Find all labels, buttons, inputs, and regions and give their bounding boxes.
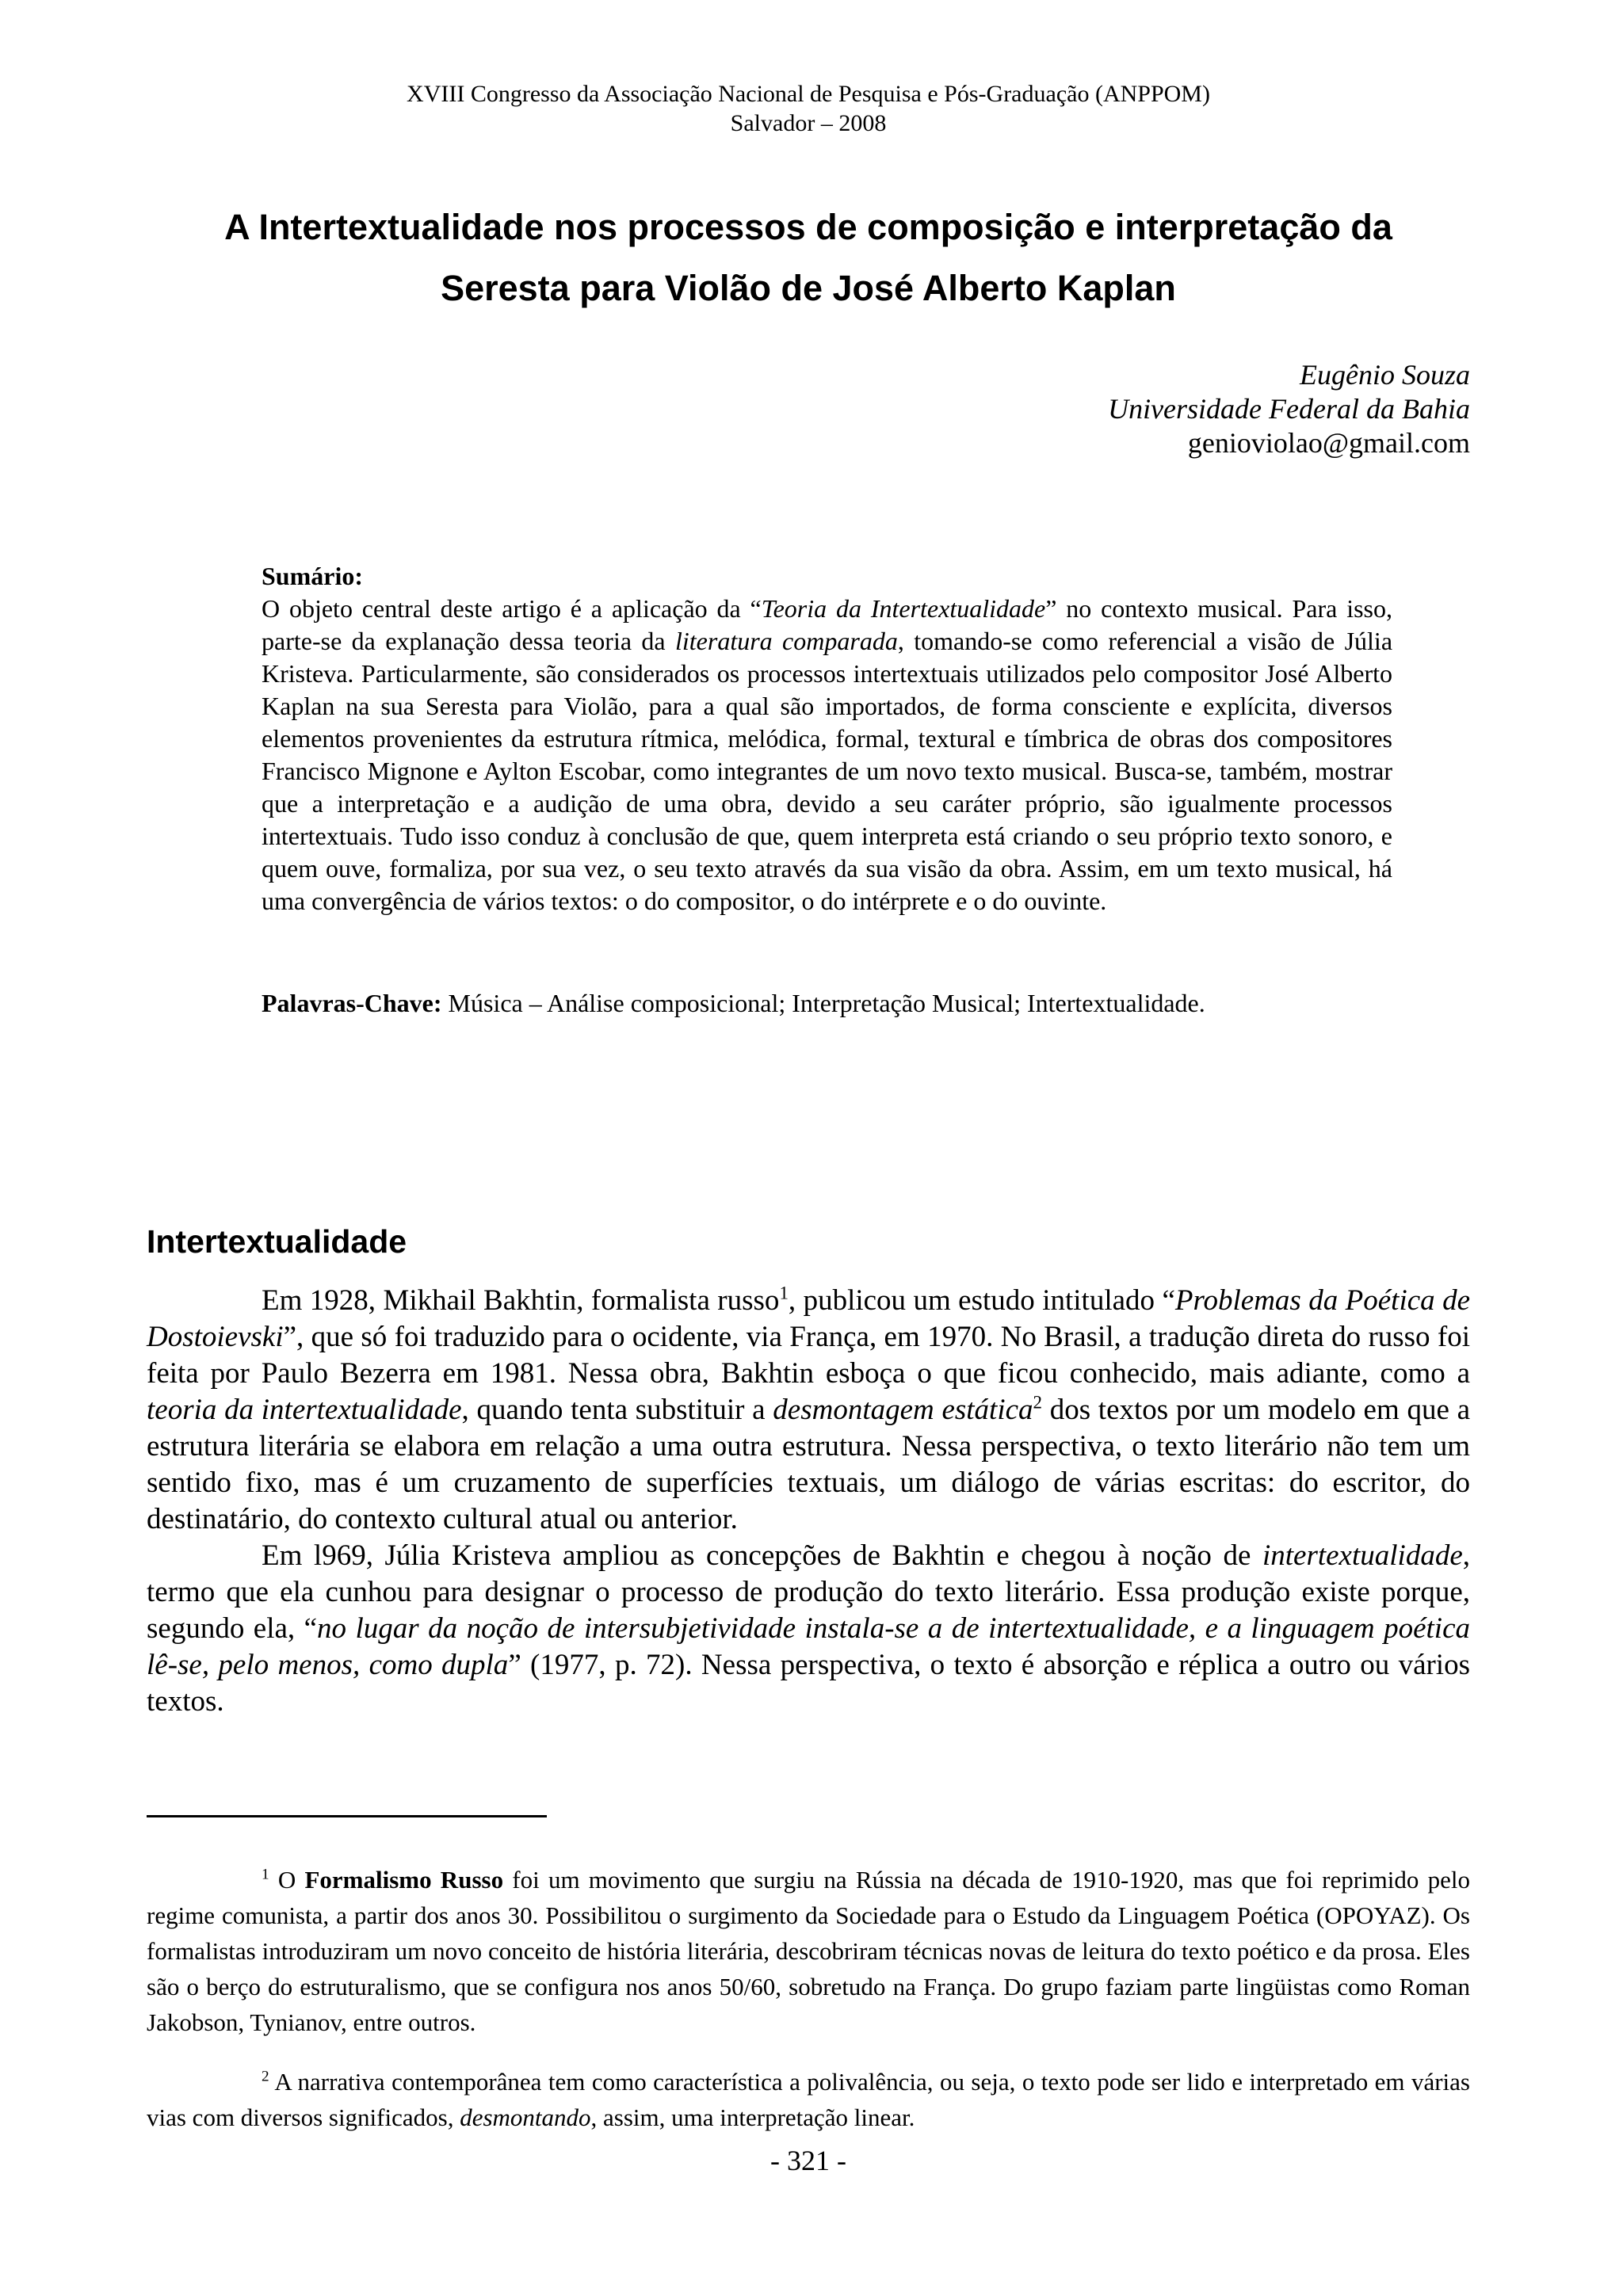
title-line-1: A Intertextualidade nos processos de composição e interpretação da <box>224 207 1392 247</box>
title-line-2: Seresta para Violão de José Alberto Kaplan <box>441 268 1176 308</box>
paragraph-run: , quando tenta substituir a <box>461 1394 773 1426</box>
abstract <box>262 560 1392 917</box>
abstract-label: Sumário: <box>262 562 363 590</box>
author-name: Eugênio Souza <box>1300 359 1470 391</box>
paper-title <box>147 196 1470 318</box>
conference-header <box>147 79 1470 138</box>
body-paragraph-2 <box>147 1538 1470 1720</box>
footnote-run: A narrativa contemporânea tem como característica a polivalência, ou seja, o texto pode ser lido e interpretado em várias vias com diversos significados, <box>147 2068 1470 2131</box>
footnote-number-1: 1 <box>262 1866 269 1883</box>
paragraph-run: , publicou um estudo intitulado “ <box>788 1284 1175 1317</box>
keywords-line <box>262 987 1392 1020</box>
footnote-number-2: 2 <box>262 2068 269 2085</box>
header-line-2: Salvador – 2008 <box>730 110 887 136</box>
keywords-text: Música – Análise composicional; Interpretação Musical; Intertextualidade. <box>441 989 1205 1017</box>
abstract-italic-term: literatura comparada <box>675 627 898 655</box>
footnote-separator <box>147 1815 547 1817</box>
paragraph-run: , termo que ela cunhou para designar o processo de produção do texto literário. Essa produção existe porque, segundo ela, “ <box>147 1539 1470 1645</box>
footnote-bold-term: Formalismo Russo <box>304 1866 504 1894</box>
author-affiliation: Universidade Federal da Bahia <box>1108 393 1470 425</box>
term-italic: desmontagem estática <box>773 1394 1033 1426</box>
abstract-run: O objeto central deste artigo é a aplicação da “ <box>262 594 762 623</box>
section-heading: Intertextualidade <box>147 1223 407 1260</box>
paragraph-run: ”, que só foi traduzido para o ocidente, via França, em 1970. No Brasil, a tradução direta do russo foi feita por Paulo Bezerra em 1981. Nessa obra, Bakhtin esboça o que ficou conhecido, mais adiante, como a <box>147 1321 1470 1390</box>
page-number: - 321 - <box>770 2145 846 2176</box>
body-paragraph-1 <box>147 1283 1470 1538</box>
footnote-2 <box>147 2064 1470 2135</box>
author-email: genioviolao@gmail.com <box>1187 427 1470 459</box>
footnote-ref-1: 1 <box>779 1283 789 1303</box>
term-italic: teoria da intertextualidade <box>147 1394 462 1426</box>
paragraph-run: Em 1928, Mikhail Bakhtin, formalista russo <box>262 1284 780 1317</box>
paragraph-run: Em l969, Júlia Kristeva ampliou as concepções de Bakhtin e chegou à noção de <box>262 1539 1262 1572</box>
keywords-label: Palavras-Chave: <box>262 989 442 1017</box>
header-line-1: XVIII Congresso da Associação Nacional de Pesquisa e Pós-Graduação (ANPPOM) <box>407 81 1210 107</box>
footnote-italic-term: desmontando <box>460 2103 591 2131</box>
abstract-text <box>262 593 1392 917</box>
footnote-run: , assim, uma interpretação linear. <box>590 2103 915 2131</box>
author-block <box>147 358 1470 460</box>
abstract-run: , tomando-se como referencial a visão de Júlia Kristeva. Particularmente, são considerados os processos intertextuais utilizados pelo compositor José Alberto Kaplan na sua Seresta para Violão, para a qual são importados, de forma consciente e explícita, diversos elementos provenientes da estrutura rítmica, melódica, formal, textural e tímbrica de obras dos compositores Francisco Mignone e Aylton Escobar, como integrantes de um novo texto musical. Busca-se, também, mostrar que a interpretação e a audição de uma obra, devido a seu caráter próprio, são igualmente processos intertextuais. Tudo isso conduz à conclusão de que, quem interpreta está criando o seu próprio texto sonoro, e quem ouve, formaliza, por sua vez, o seu texto através da sua visão da obra. Assim, em um texto musical, há uma convergência de vários textos: o do compositor, o do intérprete e o do ouvinte. <box>262 627 1393 915</box>
abstract-italic-term: Teoria da Intertextualidade <box>761 594 1046 623</box>
footnote-run: foi um movimento que surgiu na Rússia na década de 1910-1920, mas que foi reprimido pelo regime comunista, a partir dos anos 30. Possibilitou o surgimento da Sociedade para o Estudo da Linguagem Poética (OPOYAZ). Os formalistas introduziram um novo conceito de história literária, descobriram técnicas novas de leitura do texto poético e da prosa. Eles são o berço do estruturalismo, que se configura nos anos 50/60, sobretudo na França. Do grupo faziam parte lingüistas como Roman Jakobson, Tynianov, entre outros. <box>147 1866 1470 2036</box>
work-title-italic: Problemas da Poética de Dostoievski <box>147 1284 1471 1353</box>
footnote-run: O <box>269 1866 305 1894</box>
term-italic: intertextualidade <box>1262 1539 1463 1572</box>
footnotes-area <box>147 1815 1470 2135</box>
abstract-run: ” no contexto musical. Para isso, parte-se da explanação dessa teoria da <box>262 594 1392 655</box>
quote-italic: no lugar da noção de intersubjetividade instala-se a de intertextualidade, e a linguagem poética lê-se, pelo menos, como dupla <box>147 1612 1470 1681</box>
footnote-1 <box>147 1862 1470 2040</box>
paragraph-run: dos textos por um modelo em que a estrutura literária se elabora em relação a uma outra estrutura. Nessa perspectiva, o texto literário não tem um sentido fixo, mas é um cruzamento de superfícies textuais, um diálogo de várias escritas: do escritor, do destinatário, do contexto cultural atual ou anterior. <box>147 1394 1470 1535</box>
footnote-ref-2: 2 <box>1033 1392 1042 1413</box>
paragraph-run: ” (1977, p. 72). Nessa perspectiva, o texto é absorção e réplica a outro ou vários textos. <box>147 1649 1470 1718</box>
